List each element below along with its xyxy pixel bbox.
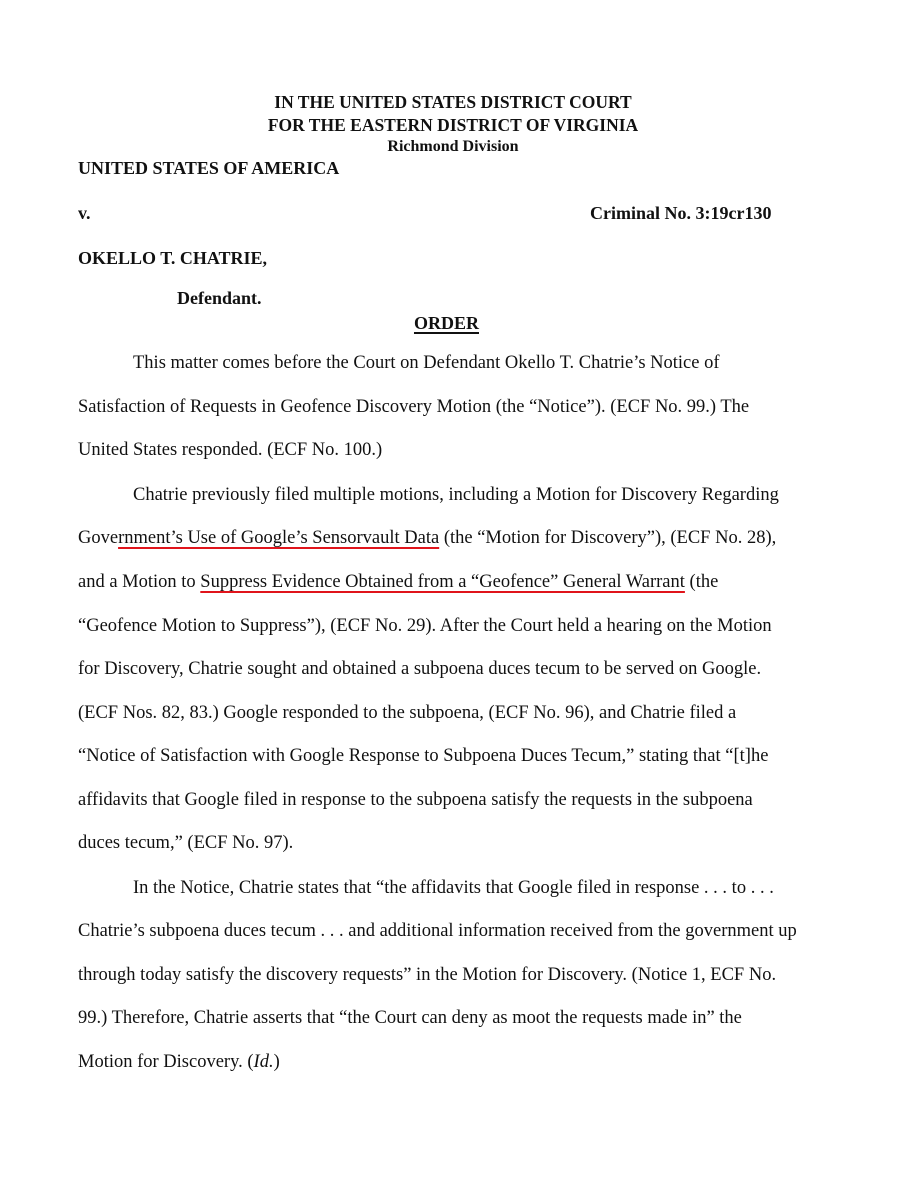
court-division: Richmond Division	[387, 138, 519, 155]
p3-line5-pre: Motion for Discovery. (	[78, 1052, 254, 1072]
p2-line2-post: (the “Motion for Discovery”), (ECF No. 28),	[439, 528, 777, 548]
p3-line4: 99.) Therefore, Chatrie asserts that “the Court can deny as moot the requests made in” the	[78, 1008, 742, 1028]
p1-line2: Satisfaction of Requests in Geofence Discovery Motion (the “Notice”). (ECF No. 99.) The	[78, 397, 750, 417]
p2-line3-post: (the	[684, 572, 719, 592]
p1-line1: This matter comes before the Court on Defendant Okello T. Chatrie’s Notice of	[133, 353, 720, 373]
plaintiff-name: UNITED STATES OF AMERICA	[78, 158, 340, 178]
p2-line6: (ECF Nos. 82, 83.) Google responded to the subpoena, (ECF No. 96), and Chatrie filed a	[78, 703, 737, 723]
red-underline-highlight: rnment’s Use of Google’s Sensorvault Data	[118, 528, 440, 548]
p3-line5-post: )	[273, 1052, 280, 1072]
p3-line5	[78, 1052, 823, 1073]
p2-line1: Chatrie previously filed multiple motions, including a Motion for Discovery Regarding	[133, 485, 779, 505]
court-name-line2: FOR THE EASTERN DISTRICT OF VIRGINIA	[267, 115, 639, 135]
versus: v.	[78, 203, 91, 223]
p2-line3	[78, 572, 823, 593]
p2-line9: duces tecum,” (ECF No. 97).	[78, 833, 294, 853]
case-number: Criminal No. 3:19cr130	[590, 203, 772, 223]
p3-line1: In the Notice, Chatrie states that “the affidavits that Google filed in response . . . to . . .	[133, 878, 774, 898]
p2-line5: for Discovery, Chatrie sought and obtained a subpoena duces tecum to be served on Google.	[78, 659, 762, 679]
order-title: ORDER	[413, 313, 479, 333]
p2-line2	[78, 528, 823, 549]
p3-line3: through today satisfy the discovery requests” in the Motion for Discovery. (Notice 1, ECF No.	[78, 965, 777, 985]
p3-line2: Chatrie’s subpoena duces tecum . . . and additional information received from the government up	[78, 921, 797, 941]
p1-line3: United States responded. (ECF No. 100.)	[78, 440, 383, 460]
defendant-name: OKELLO T. CHATRIE,	[78, 248, 268, 268]
p2-line7: “Notice of Satisfaction with Google Response to Subpoena Duces Tecum,” stating that “[t]he	[78, 746, 769, 766]
p2-line8: affidavits that Google filed in response to the subpoena satisfy the requests in the subpoena	[78, 790, 753, 810]
court-name-line1: IN THE UNITED STATES DISTRICT COURT	[274, 92, 632, 112]
p2-line2-pre: Gove	[78, 528, 119, 548]
red-underline-highlight: Suppress Evidence Obtained from a “Geofence” General Warrant	[200, 572, 685, 592]
p2-line3-pre: and a Motion to	[78, 572, 201, 592]
id-citation: Id.	[253, 1052, 274, 1072]
p2-line4: “Geofence Motion to Suppress”), (ECF No. 29). After the Court held a hearing on the Motion	[78, 616, 772, 636]
defendant-role: Defendant.	[177, 288, 262, 308]
